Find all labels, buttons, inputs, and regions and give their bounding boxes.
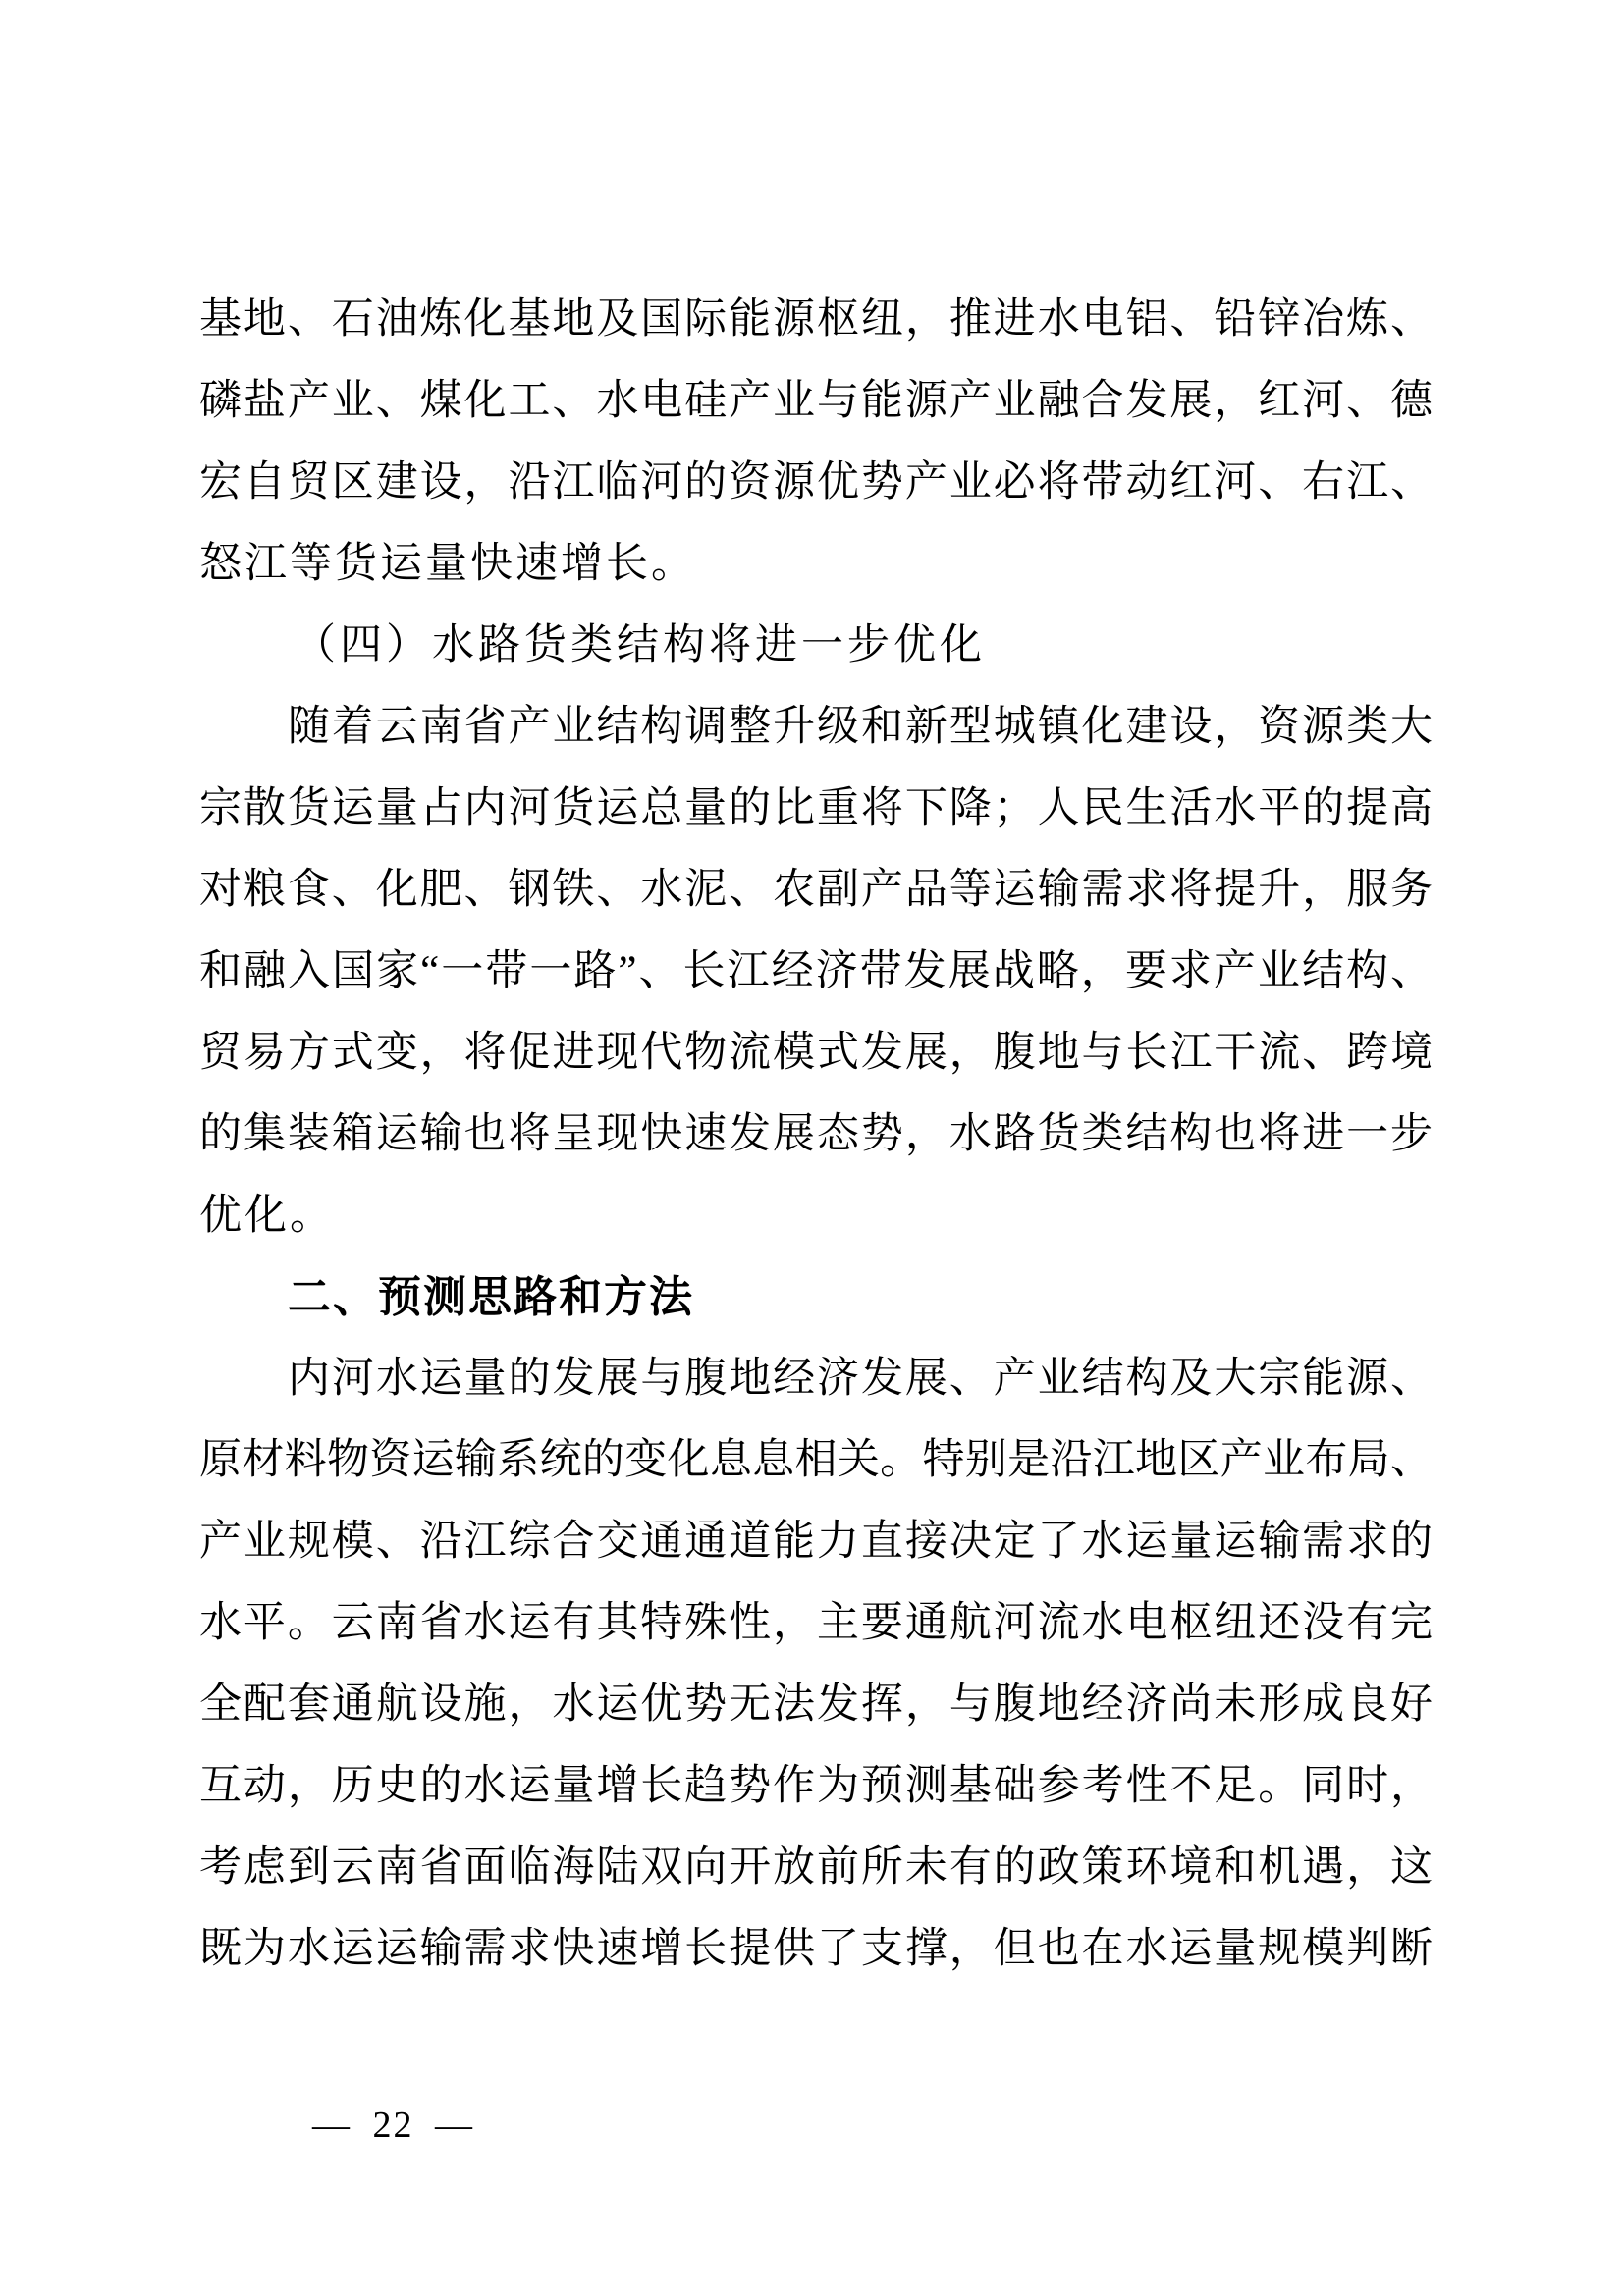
- section-4-heading: （四）水路货类结构将进一步优化: [294, 622, 986, 668]
- body-line: 怒江等货运量快速增长。: [199, 541, 696, 587]
- body-line: 和融入国家“一带一路”、长江经济带发展战略，要求产业结构、: [199, 948, 1433, 994]
- body-line: 优化。: [199, 1193, 335, 1239]
- body-line: 产业规模、沿江综合交通通道能力直接决定了水运量运输需求的: [199, 1519, 1433, 1565]
- body-line: 内河水运量的发展与腹地经济发展、产业结构及大宗能源、: [288, 1356, 1433, 1402]
- body-line: 贸易方式变，将促进现代物流模式发展，腹地与长江干流、跨境: [199, 1030, 1433, 1076]
- paragraph-continuation: [199, 279, 1433, 605]
- body-line: 考虑到云南省面临海陆双向开放前所未有的政策环境和机遇，这: [199, 1844, 1433, 1891]
- body-line: 既为水运运输需求快速增长提供了支撑，但也在水运量规模判断: [199, 1926, 1433, 1972]
- body-line: 宗散货运量占内河货运总量的比重将下降；人民生活水平的提高: [199, 785, 1433, 831]
- body-line: 对粮食、化肥、钢铁、水泥、农副产品等运输需求将提升，服务: [199, 867, 1433, 913]
- body-line: 随着云南省产业结构调整升级和新型城镇化建设，资源类大: [288, 704, 1433, 750]
- body-line: 全配套通航设施，水运优势无法发挥，与腹地经济尚未形成良好: [199, 1682, 1433, 1728]
- paragraph-section-4: [199, 686, 1433, 1256]
- body-line: 原材料物资运输系统的变化息息相关。特别是沿江地区产业布局、: [199, 1437, 1433, 1483]
- body-line: 宏自贸区建设，沿江临河的资源优势产业必将带动红河、右江、: [199, 459, 1433, 506]
- body-line: 基地、石油炼化基地及国际能源枢纽，推进水电铝、铅锌冶炼、: [199, 296, 1433, 343]
- part-2-heading: 二、预测思路和方法: [288, 1273, 694, 1321]
- body-line: 互动，历史的水运量增长趋势作为预测基础参考性不足。同时，: [199, 1763, 1433, 1809]
- paragraph-part-2: [199, 1338, 1433, 1990]
- body-line: 水平。云南省水运有其特殊性，主要通航河流水电枢纽还没有完: [199, 1600, 1433, 1646]
- page-number: — 22 —: [312, 2105, 474, 2146]
- body-line: 的集装箱运输也将呈现快速发展态势，水路货类结构也将进一步: [199, 1111, 1433, 1157]
- text-content: [199, 279, 1433, 1990]
- body-line: 磷盐产业、煤化工、水电硅产业与能源产业融合发展，红河、德: [199, 378, 1433, 424]
